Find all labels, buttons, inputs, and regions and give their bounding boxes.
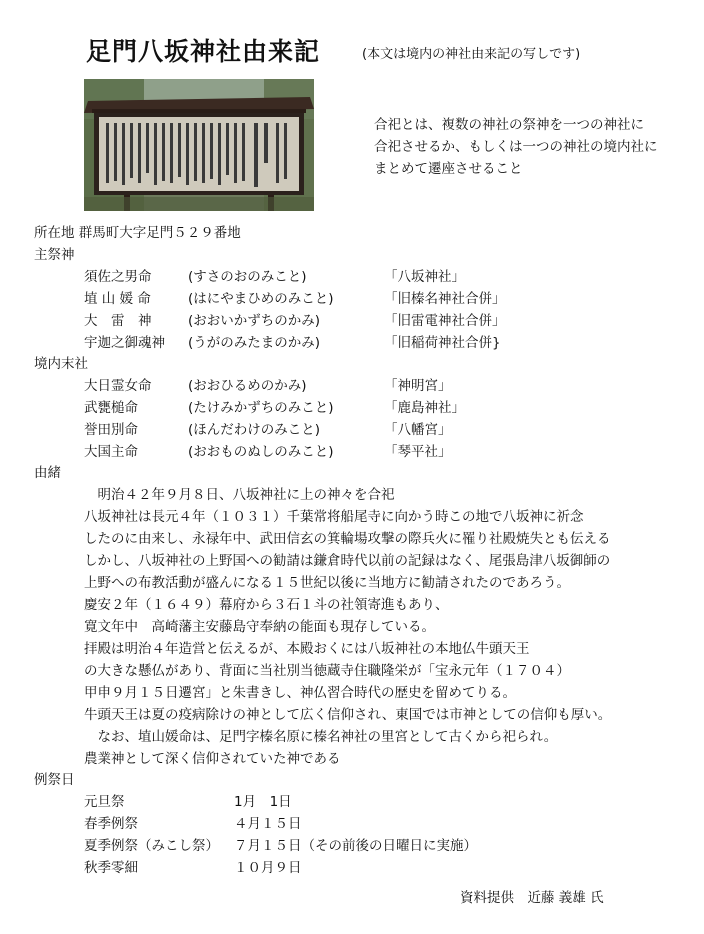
deity-name: 宇迦之御魂神 <box>84 335 165 351</box>
deity-reading: (すさのおのみこと) <box>188 269 307 285</box>
festival-date: １０月９日 <box>234 860 302 876</box>
festival-date: ４月１５日 <box>234 816 302 832</box>
main-deities-heading: 主祭神 <box>34 247 75 263</box>
history-line: 農業神として深く信仰されていた神である <box>84 751 341 767</box>
location-line: 所在地 群馬町大字足門５２９番地 <box>34 225 241 241</box>
festival-name: 春季例祭 <box>84 816 138 832</box>
page-title: 足門八坂神社由来記 <box>86 37 321 66</box>
history-line: 牛頭天王は夏の疫病除けの神として広く信仰され、東国では市神としての信仰も厚い。 <box>84 707 612 723</box>
sub-shrines-heading: 境内末社 <box>34 356 88 372</box>
history-line: 明治４２年９月８日、八坂神社に上の神々を合祀 <box>84 487 395 503</box>
history-line: したのに由来し、永禄年中、武田信玄の箕輪場攻撃の際兵火に罹り社殿焼失とも伝える <box>84 531 611 547</box>
deity-shrine: 「旧榛名神社合併」 <box>384 291 506 307</box>
history-heading: 由緒 <box>34 465 61 481</box>
subshrine-shrine: 「鹿島神社」 <box>384 400 465 416</box>
deity-name: 須佐之男命 <box>84 269 152 285</box>
subshrine-reading: (おおひるめのかみ) <box>188 378 307 394</box>
source-credit: 資料提供 近藤 義雄 氏 <box>460 890 604 906</box>
history-line: 上野への布教活動が盛んになる１５世紀以後に当地方に勧請されたのであろう。 <box>84 575 570 591</box>
festival-date: ７月１５日（その前後の日曜日に実施） <box>234 838 477 854</box>
festival-name: 秋季零細 <box>84 860 138 876</box>
subshrine-name: 大日霊女命 <box>84 378 152 394</box>
note-line: 合祀とは、複数の神社の祭神を一つの神社に <box>374 117 644 133</box>
deity-name: 埴 山 媛 命 <box>84 291 151 307</box>
history-line: 慶安２年（１６４９）幕府から３石１斗の社領寄進もあり、 <box>84 597 449 613</box>
history-line: 寛文年中 高崎藩主安藤島守奉納の能面も現存している。 <box>84 619 435 635</box>
history-line: の大きな懸仏があり、背面に当社別当徳蔵寺住職隆栄が「宝永元年（１７０４） <box>84 663 570 679</box>
note-line: まとめて遷座させること <box>374 161 523 177</box>
history-line: しかし、八坂神社の上野国への勧請は鎌倉時代以前の記録はなく、尾張島津八坂御師の <box>84 553 611 569</box>
subshrine-name: 武甕槌命 <box>84 400 138 416</box>
subshrine-reading: (ほんだわけのみこと) <box>188 422 321 438</box>
festivals-heading: 例祭日 <box>34 772 75 788</box>
subshrine-name: 大国主命 <box>84 444 138 460</box>
subshrine-reading: (たけみかずちのみこと) <box>188 400 334 416</box>
note-line: 合祀させるか、もしくは一つの神社の境内社に <box>374 139 658 155</box>
history-line: 甲申９月１５日遷宮」と朱書きし、神仏習合時代の歴史を留めてりる。 <box>84 685 516 701</box>
festival-name: 夏季例祭（みこし祭） <box>84 838 219 854</box>
deity-shrine: 「八坂神社」 <box>384 269 465 285</box>
deity-shrine: 「旧稲荷神社合併} <box>384 335 501 351</box>
shrine-board-photo <box>84 79 314 211</box>
history-line: 拝殿は明治４年造営と伝えるが、本殿おくには八坂神社の本地仏牛頭天王 <box>84 641 530 657</box>
deity-reading: (うがのみたまのかみ) <box>188 335 321 351</box>
festival-name: 元旦祭 <box>84 794 125 810</box>
subshrine-shrine: 「八幡宮」 <box>384 422 452 438</box>
festival-date: 1月 1日 <box>234 794 292 810</box>
deity-name: 大 雷 神 <box>84 313 152 329</box>
deity-reading: (おおいかずちのかみ) <box>188 313 321 329</box>
subtitle-note: (本文は境内の神社由来記の写しです) <box>362 47 581 62</box>
subshrine-shrine: 「神明宮」 <box>384 378 452 394</box>
subshrine-shrine: 「琴平社」 <box>384 444 452 460</box>
subshrine-name: 誉田別命 <box>84 422 138 438</box>
deity-reading: (はにやまひめのみこと) <box>188 291 334 307</box>
history-line: 八坂神社は長元４年（１０３１）千葉常将船尾寺に向かう時この地で八坂神に祈念 <box>84 509 584 525</box>
history-line: なお、埴山媛命は、足門字榛名原に榛名神社の里宮として古くから祀られ。 <box>84 729 558 745</box>
deity-shrine: 「旧雷電神社合併」 <box>384 313 506 329</box>
subshrine-reading: (おおものぬしのみこと) <box>188 444 334 460</box>
gousi-note <box>374 114 658 180</box>
